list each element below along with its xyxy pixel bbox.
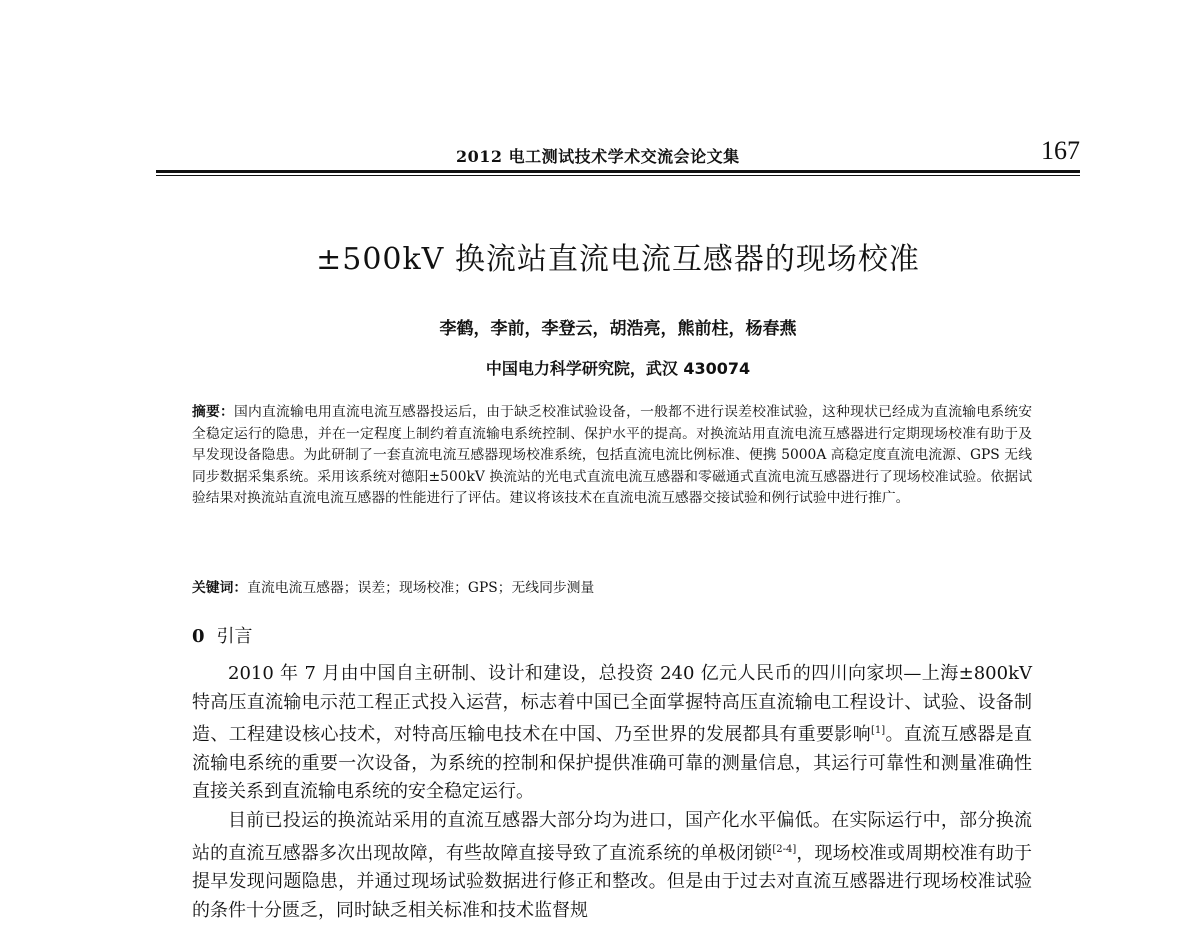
paragraph-text-cont: 。直流互感器是直流输电系统的重要一次设备，为系统的控制和保护提供准确可靠的测量信息，其运行可靠性和测量准确性直接关系到直流输电系统的安全稳定运行。 — [192, 724, 1033, 803]
body-paragraph-2 — [192, 807, 1032, 925]
header-rule-thin — [156, 175, 1080, 176]
keywords — [192, 578, 1032, 600]
citation-ref[interactable]: [1] — [871, 725, 886, 737]
abstract-text: 国内直流输电用直流电流互感器投运后，由于缺乏校准试验设备，一般都不进行误差校准试验，这种现状已经成为直流输电系统安全稳定运行的隐患，并在一定程度上制约着直流输电系统控制、保护水平的提高。对换流站用直流电流互感器进行定期现场校准有助于及早发现设备隐患。为此研制了一套直流电流互感器现场校准系统，包括直流电流比例标准、便携 5000A 高稳定度直流电流源、GPS 无线同步数据采集系统。采用该系统对德阳±500kV 换流站的光电式直流电流互感器和零磁通式直流电流互感器进行了现场校准试验。依据试验结果对换流站直流电流互感器的性能进行了评估。建议将该技术在直流电流互感器交接试验和例行试验中进行推广。 — [192, 404, 1033, 506]
citation-ref[interactable]: [2-4] — [772, 843, 797, 855]
section-title: 引言 — [216, 626, 253, 647]
author-list: 李鹤，李前，李登云，胡浩亮，熊前柱，杨春燕 — [439, 319, 797, 339]
section-heading — [192, 622, 253, 648]
affiliation: 中国电力科学研究院，武汉 430074 — [485, 359, 751, 378]
paragraph-text: 2010 年 7 月由中国自主研制、设计和建设，总投资 240 亿元人民币的四川向家坝—上海±800kV 特高压直流输电示范工程正式投入运营，标志着中国已全面掌握特高压直流输电工程设计、试验、设备制造、工程建设核心技术，对特高压输电技术在中国、乃至世界的发展都具有重要影响 — [192, 663, 1032, 746]
running-header — [156, 138, 1080, 172]
abstract-label: 摘要： — [192, 404, 235, 420]
paper-title: ±500kV 换流站直流电流互感器的现场校准 — [316, 242, 920, 277]
paragraph-text-cont: ，现场校准或周期校准有助于提早发现问题隐患，并通过现场试验数据进行修正和整改。但是由于过去对直流互感器进行现场校准试验的条件十分匮乏，同时缺乏相关标准和技术监督规 — [192, 842, 1033, 921]
abstract — [192, 402, 1032, 510]
journal-title: 2012 电工测试技术学术交流会论文集 — [456, 147, 740, 166]
keywords-text: 直流电流互感器；误差；现场校准；GPS；无线同步测量 — [247, 580, 595, 596]
keywords-label: 关键词： — [192, 580, 248, 596]
body-text — [192, 660, 1032, 925]
paragraph-text: 目前已投运的换流站采用的直流互感器大部分均为进口，国产化水平偏低。在实际运行中，部分换流站的直流互感器多次出现故障，有些故障直接导致了直流系统的单极闭锁 — [192, 809, 1032, 864]
page-number: 167 — [1041, 136, 1080, 165]
header-rule-thick — [156, 170, 1080, 173]
body-paragraph-1 — [192, 660, 1032, 807]
section-number: 0 — [192, 626, 205, 647]
